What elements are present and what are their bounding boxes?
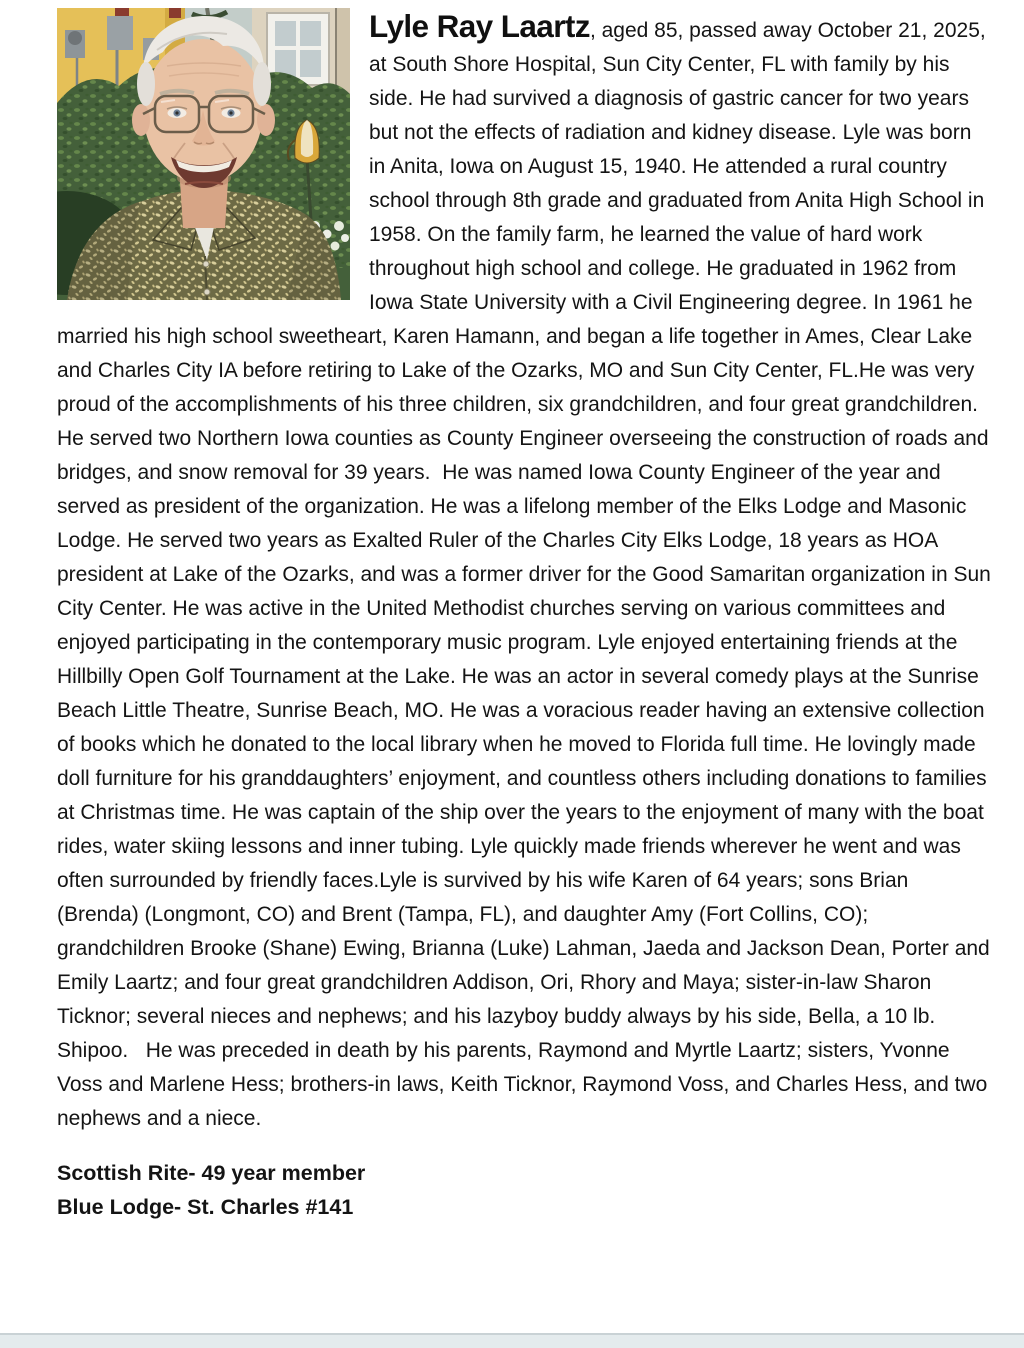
membership-scottish-rite: Scottish Rite- 49 year member	[57, 1161, 366, 1185]
obituary-body-text: , aged 85, passed away October 21, 2025, at South Shore Hospital, Sun City Center, FL with family by his side. He had survived a diagnosis of gastric cancer for two years but not the effects of radiation and kidney disease. Lyle was born in Anita, Iowa on August 15, 1940. He attended a rural country school through 8th grade and graduated from Anita High School in 1958. On the family farm, he learned the value of hard work throughout high school and college. He graduated in 1962 from Iowa State University with a Civil Engineering degree. In 1961 he married his high school sweetheart, Karen Hamann, and began a life together in Ames, Clear Lake and Charles City IA before retiring to Lake of the Ozarks, MO and Sun City Center, FL.He was very proud of the accomplishments of his three children, six grandchildren, and four great grandchildren. He served two Northern Iowa counties as County Engineer overseeing the construction of roads and bridges, and snow removal for 39 years. He was named Iowa County Engineer of the year and served as president of the organization. He was a lifelong member of the Elks Lodge and Masonic Lodge. He served two years as Exalted Ruler of the Charles City Elks Lodge, 18 years as HOA president at Lake of the Ozarks, and was a former driver for the Good Samaritan organization in Sun City Center. He was active in the United Methodist churches serving on various committees and enjoyed participating in the contemporary music program. Lyle enjoyed entertaining friends at the Hillbilly Open Golf Tournament at the Lake. He was an actor in several comedy plays at the Sunrise Beach Little Theatre, Sunrise Beach, MO. He was a voracious reader having an extensive collection of books which he donated to the local library when he moved to Florida full time. He lovingly made doll furniture for his granddaughters’ enjoyment, and countless others including donations to families at Christmas time. He was captain of the ship over the years to the enjoyment of many with the boat rides, water skiing lessons and inner tubing. Lyle quickly made friends wherever he went and was often surrounded by friendly faces.Lyle is survived by his wife Karen of 64 years; sons Brian (Brenda) (Longmont, CO) and Brent (Tampa, FL), and daughter Amy (Fort Collins, CO); grandchildren Brooke (Shane) Ewing, Brianna (Luke) Lahman, Jaeda and Jackson Dean, Porter and Emily Laartz; and four great grandchildren Addison, Ori, Rhory and Maya; sister-in-law Sharon Ticknor; several nieces and nephews; and his lazyboy buddy always by his side, Bella, a 10 lb. Shipoo. He was preceded in death by his parents, Raymond and Myrtle Laartz; sisters, Yvonne Voss and Marlene Hess; brothers-in laws, Keith Ticknor, Raymond Voss, and Charles Hess, and two nephews and a niece.	[57, 19, 997, 1130]
membership-blue-lodge: Blue Lodge- St. Charles #141	[57, 1195, 354, 1219]
deceased-name: Lyle Ray Laartz	[369, 8, 590, 44]
memberships	[57, 1156, 991, 1224]
portrait-photo	[57, 8, 350, 300]
footer-bar	[0, 1333, 1024, 1348]
